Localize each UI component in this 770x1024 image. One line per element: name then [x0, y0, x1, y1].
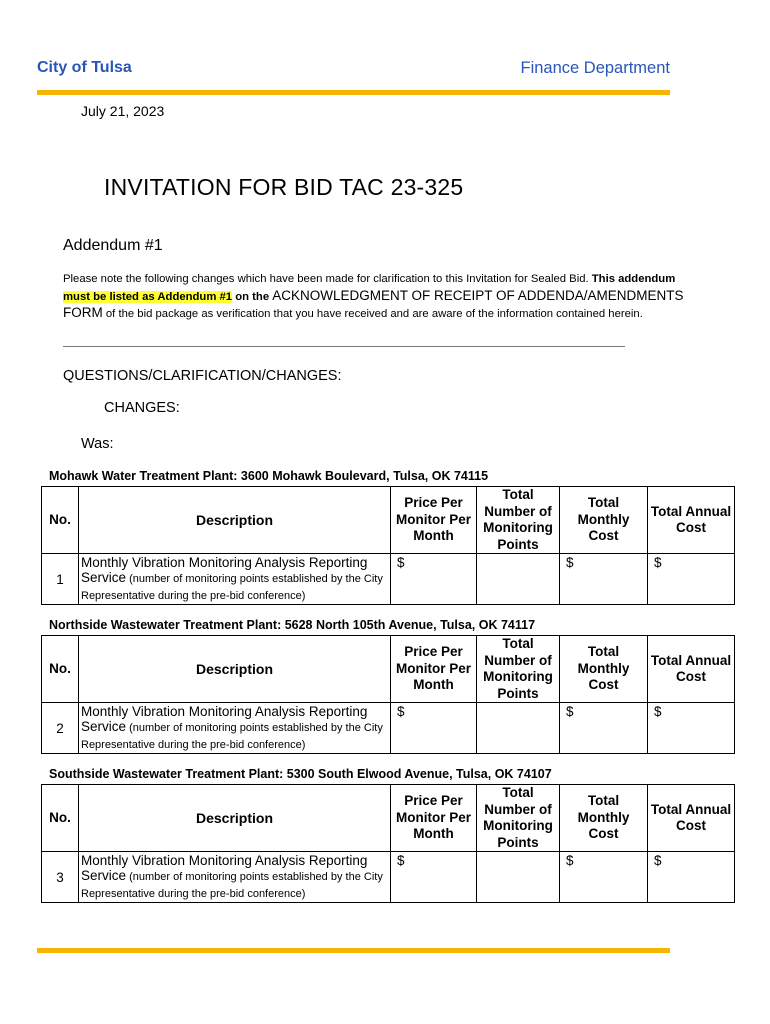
was-label: Was: [81, 436, 114, 452]
bid-table [41, 784, 735, 903]
plant-heading: Mohawk Water Treatment Plant: 3600 Mohawk Boulevard, Tulsa, OK 74115 [49, 469, 489, 483]
document-date: July 21, 2023 [81, 103, 165, 119]
section-heading: QUESTIONS/CLARIFICATION/CHANGES: [63, 368, 342, 384]
col-price: Price Per Monitor Per Month [391, 487, 477, 554]
col-description: Description [79, 487, 391, 554]
document-title: INVITATION FOR BID TAC 23-325 [104, 174, 464, 200]
annual-cell: $ [648, 852, 735, 903]
col-no: No. [42, 636, 79, 703]
table-header-row [42, 487, 735, 554]
plant-heading: Northside Wastewater Treatment Plant: 5628 North 105th Avenue, Tulsa, OK 74117 [49, 618, 536, 632]
bid-table [41, 635, 735, 754]
price-cell: $ [391, 852, 477, 903]
header-divider [37, 90, 670, 95]
table-header-row [42, 785, 735, 852]
department-name: Finance Department [520, 59, 670, 77]
points-cell [477, 703, 560, 754]
highlighted-instruction: must be listed as Addendum #1 [63, 290, 233, 303]
price-cell: $ [391, 703, 477, 754]
col-price: Price Per Monitor Per Month [391, 636, 477, 703]
monthly-cell: $ [560, 554, 648, 605]
row-description: Monthly Vibration Monitoring Analysis Reporting Service (number of monitoring points established by the City Representative during the pre-bid conference) [79, 554, 391, 605]
row-number: 3 [42, 852, 79, 903]
org-name: City of Tulsa [37, 59, 132, 76]
table-row [42, 852, 735, 903]
col-monthly: Total Monthly Cost [560, 487, 648, 554]
annual-cell: $ [648, 554, 735, 605]
bid-table [41, 486, 735, 605]
col-monthly: Total Monthly Cost [560, 785, 648, 852]
points-cell [477, 554, 560, 605]
monthly-cell: $ [560, 703, 648, 754]
col-annual: Total Annual Cost [648, 785, 735, 852]
row-description: Monthly Vibration Monitoring Analysis Reporting Service (number of monitoring points established by the City Representative during the pre-bid conference) [79, 703, 391, 754]
col-points: Total Number of Monitoring Points [477, 487, 560, 554]
table-header-row [42, 636, 735, 703]
changes-label: CHANGES: [104, 400, 180, 416]
section-divider [63, 346, 625, 347]
col-no: No. [42, 487, 79, 554]
col-no: No. [42, 785, 79, 852]
table-row [42, 554, 735, 605]
addendum-notice: Please note the following changes which have been made for clarification to this Invitation for Sealed Bid. This addendum must be listed as Addendum #1 on the ACKNOWLEDGMENT OF RECEIPT OF ADDENDA/AMENDMENTS FORM of the bid package as verification that you have received and are aware of the information contained herein. [63, 273, 684, 320]
col-points: Total Number of Monitoring Points [477, 636, 560, 703]
footer-divider [37, 948, 670, 953]
table-row [42, 703, 735, 754]
price-cell: $ [391, 554, 477, 605]
col-description: Description [79, 785, 391, 852]
addendum-heading: Addendum #1 [63, 237, 163, 254]
col-annual: Total Annual Cost [648, 487, 735, 554]
col-price: Price Per Monitor Per Month [391, 785, 477, 852]
col-description: Description [79, 636, 391, 703]
points-cell [477, 852, 560, 903]
row-number: 1 [42, 554, 79, 605]
col-monthly: Total Monthly Cost [560, 636, 648, 703]
col-annual: Total Annual Cost [648, 636, 735, 703]
row-number: 2 [42, 703, 79, 754]
plant-heading: Southside Wastewater Treatment Plant: 5300 South Elwood Avenue, Tulsa, OK 74107 [49, 767, 552, 781]
monthly-cell: $ [560, 852, 648, 903]
col-points: Total Number of Monitoring Points [477, 785, 560, 852]
annual-cell: $ [648, 703, 735, 754]
row-description: Monthly Vibration Monitoring Analysis Reporting Service (number of monitoring points established by the City Representative during the pre-bid conference) [79, 852, 391, 903]
